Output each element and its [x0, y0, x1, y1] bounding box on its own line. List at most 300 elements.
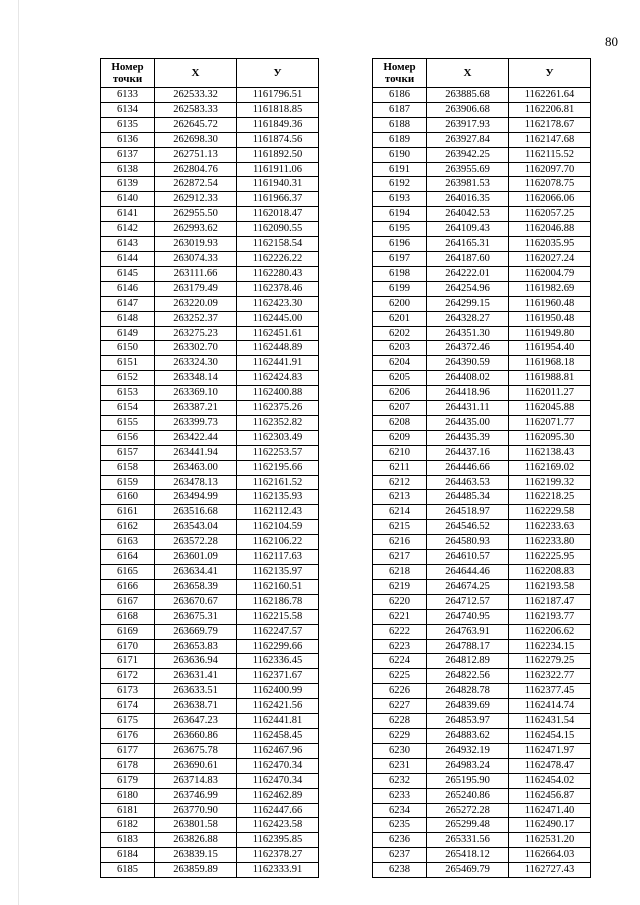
table-row: [373, 490, 591, 505]
cell-point-number: 6175: [101, 714, 155, 729]
cell-point-number: 6163: [101, 535, 155, 550]
cell-point-number: 6134: [101, 102, 155, 117]
table-row: [373, 192, 591, 207]
table-row: [373, 222, 591, 237]
header-point-number-line1: Номер: [111, 61, 144, 73]
table-row: [101, 386, 319, 401]
header-point-number-line2: точки: [112, 73, 143, 85]
cell-y: 1162441.81: [237, 714, 319, 729]
header-x: X: [155, 59, 237, 88]
cell-x: 262533.32: [155, 88, 237, 103]
cell-y: 1162046.88: [509, 222, 591, 237]
table-row: [373, 296, 591, 311]
cell-point-number: 6221: [373, 609, 427, 624]
cell-y: 1162454.02: [509, 773, 591, 788]
cell-y: 1162727.43: [509, 863, 591, 878]
cell-x: 263746.99: [155, 788, 237, 803]
cell-point-number: 6148: [101, 311, 155, 326]
cell-point-number: 6185: [101, 863, 155, 878]
cell-y: 1161849.36: [237, 117, 319, 132]
cell-point-number: 6197: [373, 251, 427, 266]
cell-point-number: 6150: [101, 341, 155, 356]
table-row: [373, 743, 591, 758]
cell-y: 1162112.43: [237, 505, 319, 520]
cell-y: 1162206.81: [509, 102, 591, 117]
cell-y: 1161818.85: [237, 102, 319, 117]
cell-x: 262583.33: [155, 102, 237, 117]
table-row: [373, 863, 591, 878]
cell-y: 1162045.88: [509, 401, 591, 416]
cell-point-number: 6237: [373, 848, 427, 863]
cell-point-number: 6188: [373, 117, 427, 132]
cell-point-number: 6158: [101, 460, 155, 475]
cell-y: 1162115.52: [509, 147, 591, 162]
cell-x: 263220.09: [155, 296, 237, 311]
cell-y: 1162104.59: [237, 520, 319, 535]
cell-y: 1162247.57: [237, 624, 319, 639]
cell-y: 1161911.06: [237, 162, 319, 177]
cell-x: 264418.96: [427, 386, 509, 401]
table-row: [101, 341, 319, 356]
cell-x: 263601.09: [155, 550, 237, 565]
cell-x: 264788.17: [427, 639, 509, 654]
table-row: [101, 490, 319, 505]
cell-point-number: 6168: [101, 609, 155, 624]
cell-x: 264222.01: [427, 266, 509, 281]
cell-point-number: 6230: [373, 743, 427, 758]
cell-point-number: 6199: [373, 281, 427, 296]
table-row: [373, 162, 591, 177]
cell-x: 263399.73: [155, 415, 237, 430]
table-row: [373, 460, 591, 475]
cell-x: 263647.23: [155, 714, 237, 729]
cell-point-number: 6169: [101, 624, 155, 639]
cell-point-number: 6161: [101, 505, 155, 520]
table-row: [101, 773, 319, 788]
table-row: [101, 117, 319, 132]
cell-x: 265418.12: [427, 848, 509, 863]
table-row: [101, 475, 319, 490]
cell-x: 263478.13: [155, 475, 237, 490]
cell-y: 1162395.85: [237, 833, 319, 848]
table-row: [101, 520, 319, 535]
cell-point-number: 6160: [101, 490, 155, 505]
cell-point-number: 6189: [373, 132, 427, 147]
table-row: [101, 654, 319, 669]
cell-x: 263324.30: [155, 356, 237, 371]
cell-x: 264446.66: [427, 460, 509, 475]
cell-x: 263826.88: [155, 833, 237, 848]
cell-y: 1162375.26: [237, 401, 319, 416]
cell-x: 263631.41: [155, 669, 237, 684]
cell-x: 263981.53: [427, 177, 509, 192]
table-row: [373, 520, 591, 535]
table-row: [373, 177, 591, 192]
table-row: [101, 326, 319, 341]
cell-y: 1162186.78: [237, 594, 319, 609]
cell-x: 263801.58: [155, 818, 237, 833]
cell-x: 264390.59: [427, 356, 509, 371]
cell-point-number: 6149: [101, 326, 155, 341]
cell-point-number: 6170: [101, 639, 155, 654]
cell-x: 263675.78: [155, 743, 237, 758]
cell-y: 1162095.30: [509, 430, 591, 445]
table-row: [373, 788, 591, 803]
cell-point-number: 6166: [101, 579, 155, 594]
cell-point-number: 6182: [101, 818, 155, 833]
table-row: [101, 609, 319, 624]
table-row: [101, 803, 319, 818]
cell-point-number: 6218: [373, 565, 427, 580]
cell-x: 264674.25: [427, 579, 509, 594]
cell-y: 1162004.79: [509, 266, 591, 281]
cell-y: 1162158.54: [237, 237, 319, 252]
table-row: [373, 818, 591, 833]
cell-point-number: 6183: [101, 833, 155, 848]
cell-point-number: 6138: [101, 162, 155, 177]
cell-y: 1162233.63: [509, 520, 591, 535]
cell-y: 1162135.97: [237, 565, 319, 580]
cell-point-number: 6177: [101, 743, 155, 758]
cell-point-number: 6192: [373, 177, 427, 192]
table-row: [101, 624, 319, 639]
cell-y: 1162414.74: [509, 699, 591, 714]
cell-point-number: 6193: [373, 192, 427, 207]
table-row: [101, 833, 319, 848]
cell-x: 264932.19: [427, 743, 509, 758]
cell-y: 1162071.77: [509, 415, 591, 430]
cell-x: 264580.93: [427, 535, 509, 550]
cell-point-number: 6151: [101, 356, 155, 371]
cell-x: 263074.33: [155, 251, 237, 266]
cell-point-number: 6201: [373, 311, 427, 326]
cell-x: 263885.68: [427, 88, 509, 103]
table-row: [101, 863, 319, 878]
cell-x: 263675.31: [155, 609, 237, 624]
cell-x: 264328.27: [427, 311, 509, 326]
cell-x: 265195.90: [427, 773, 509, 788]
cell-point-number: 6224: [373, 654, 427, 669]
cell-y: 1162106.22: [237, 535, 319, 550]
cell-x: 264883.62: [427, 728, 509, 743]
cell-x: 262955.50: [155, 207, 237, 222]
table-row: [101, 848, 319, 863]
cell-y: 1162336.45: [237, 654, 319, 669]
cell-y: 1162011.27: [509, 386, 591, 401]
cell-point-number: 6214: [373, 505, 427, 520]
cell-x: 265272.28: [427, 803, 509, 818]
cell-point-number: 6217: [373, 550, 427, 565]
cell-x: 264740.95: [427, 609, 509, 624]
cell-point-number: 6152: [101, 371, 155, 386]
cell-point-number: 6171: [101, 654, 155, 669]
cell-y: 1162451.61: [237, 326, 319, 341]
table-row: [101, 818, 319, 833]
table-row: [101, 684, 319, 699]
cell-point-number: 6209: [373, 430, 427, 445]
cell-y: 1162423.58: [237, 818, 319, 833]
cell-x: 264187.60: [427, 251, 509, 266]
cell-point-number: 6208: [373, 415, 427, 430]
cell-x: 263463.00: [155, 460, 237, 475]
header-x: X: [427, 59, 509, 88]
cell-point-number: 6200: [373, 296, 427, 311]
coordinates-table-right: [372, 58, 591, 878]
cell-point-number: 6234: [373, 803, 427, 818]
cell-point-number: 6210: [373, 445, 427, 460]
cell-point-number: 6141: [101, 207, 155, 222]
cell-x: 264431.11: [427, 401, 509, 416]
cell-point-number: 6144: [101, 251, 155, 266]
table-row: [101, 460, 319, 475]
cell-y: 1162169.02: [509, 460, 591, 475]
cell-point-number: 6194: [373, 207, 427, 222]
cell-x: 263387.21: [155, 401, 237, 416]
cell-y: 1162199.32: [509, 475, 591, 490]
cell-x: 263633.51: [155, 684, 237, 699]
cell-point-number: 6178: [101, 758, 155, 773]
table-row: [373, 341, 591, 356]
cell-y: 1161988.81: [509, 371, 591, 386]
cell-y: 1162234.15: [509, 639, 591, 654]
cell-y: 1162490.17: [509, 818, 591, 833]
cell-y: 1161982.69: [509, 281, 591, 296]
cell-point-number: 6205: [373, 371, 427, 386]
table-row: [373, 237, 591, 252]
cell-x: 264016.35: [427, 192, 509, 207]
table-row: [101, 266, 319, 281]
cell-point-number: 6133: [101, 88, 155, 103]
table-row: [101, 550, 319, 565]
cell-point-number: 6206: [373, 386, 427, 401]
table-row: [101, 594, 319, 609]
table-row: [373, 579, 591, 594]
table-row: [101, 728, 319, 743]
cell-x: 264839.69: [427, 699, 509, 714]
cell-point-number: 6135: [101, 117, 155, 132]
table-row: [373, 147, 591, 162]
cell-point-number: 6223: [373, 639, 427, 654]
cell-y: 1162208.83: [509, 565, 591, 580]
cell-x: 264254.96: [427, 281, 509, 296]
table-row: [373, 207, 591, 222]
table-row: [373, 565, 591, 580]
cell-y: 1162233.80: [509, 535, 591, 550]
cell-x: 264763.91: [427, 624, 509, 639]
table-row: [101, 579, 319, 594]
cell-y: 1162333.91: [237, 863, 319, 878]
cell-x: 262698.30: [155, 132, 237, 147]
table-row: [373, 326, 591, 341]
table-row: [373, 535, 591, 550]
cell-x: 264109.43: [427, 222, 509, 237]
cell-y: 1162193.58: [509, 579, 591, 594]
table-row: [101, 371, 319, 386]
cell-point-number: 6139: [101, 177, 155, 192]
cell-x: 263653.83: [155, 639, 237, 654]
cell-y: 1162279.25: [509, 654, 591, 669]
table-row: [373, 833, 591, 848]
table-row: [373, 311, 591, 326]
cell-y: 1162225.95: [509, 550, 591, 565]
cell-y: 1162206.62: [509, 624, 591, 639]
cell-point-number: 6153: [101, 386, 155, 401]
table-row: [101, 639, 319, 654]
cell-point-number: 6146: [101, 281, 155, 296]
cell-y: 1161954.40: [509, 341, 591, 356]
cell-x: 263942.25: [427, 147, 509, 162]
cell-y: 1162138.43: [509, 445, 591, 460]
cell-x: 264644.46: [427, 565, 509, 580]
cell-x: 263859.89: [155, 863, 237, 878]
cell-point-number: 6236: [373, 833, 427, 848]
cell-x: 263019.93: [155, 237, 237, 252]
cell-y: 1162448.89: [237, 341, 319, 356]
table-row: [373, 371, 591, 386]
cell-y: 1161949.80: [509, 326, 591, 341]
cell-point-number: 6174: [101, 699, 155, 714]
cell-y: 1162193.77: [509, 609, 591, 624]
cell-y: 1162135.93: [237, 490, 319, 505]
cell-point-number: 6232: [373, 773, 427, 788]
cell-point-number: 6196: [373, 237, 427, 252]
table-row: [101, 356, 319, 371]
cell-point-number: 6212: [373, 475, 427, 490]
cell-x: 263516.68: [155, 505, 237, 520]
cell-x: 263927.84: [427, 132, 509, 147]
cell-x: 263670.67: [155, 594, 237, 609]
table-row: [373, 758, 591, 773]
cell-x: 263638.71: [155, 699, 237, 714]
cell-y: 1162400.99: [237, 684, 319, 699]
cell-x: 263636.94: [155, 654, 237, 669]
cell-y: 1162187.47: [509, 594, 591, 609]
table-row: [101, 505, 319, 520]
cell-y: 1162400.88: [237, 386, 319, 401]
scan-edge-line: [18, 0, 19, 905]
cell-x: 264165.31: [427, 237, 509, 252]
cell-y: 1162018.47: [237, 207, 319, 222]
cell-point-number: 6154: [101, 401, 155, 416]
cell-point-number: 6136: [101, 132, 155, 147]
table-row: [101, 788, 319, 803]
cell-y: 1161796.51: [237, 88, 319, 103]
cell-y: 1162178.67: [509, 117, 591, 132]
cell-point-number: 6207: [373, 401, 427, 416]
cell-point-number: 6225: [373, 669, 427, 684]
table-row: [101, 311, 319, 326]
cell-point-number: 6147: [101, 296, 155, 311]
cell-x: 263669.79: [155, 624, 237, 639]
cell-x: 263917.93: [427, 117, 509, 132]
cell-point-number: 6137: [101, 147, 155, 162]
cell-x: 263770.90: [155, 803, 237, 818]
cell-y: 1162218.25: [509, 490, 591, 505]
table-row: [373, 251, 591, 266]
cell-y: 1162322.77: [509, 669, 591, 684]
cell-x: 263302.70: [155, 341, 237, 356]
cell-point-number: 6231: [373, 758, 427, 773]
cell-point-number: 6219: [373, 579, 427, 594]
cell-point-number: 6187: [373, 102, 427, 117]
cell-y: 1162078.75: [509, 177, 591, 192]
cell-point-number: 6228: [373, 714, 427, 729]
cell-x: 265331.56: [427, 833, 509, 848]
cell-y: 1161892.50: [237, 147, 319, 162]
table-row: [373, 609, 591, 624]
table-row: [101, 281, 319, 296]
cell-point-number: 6233: [373, 788, 427, 803]
cell-y: 1162215.58: [237, 609, 319, 624]
cell-y: 1162531.20: [509, 833, 591, 848]
table-row: [101, 535, 319, 550]
table-row: [101, 758, 319, 773]
coordinates-table-left: [100, 58, 319, 878]
cell-point-number: 6142: [101, 222, 155, 237]
cell-point-number: 6195: [373, 222, 427, 237]
cell-y: 1162229.58: [509, 505, 591, 520]
cell-y: 1162467.96: [237, 743, 319, 758]
cell-y: 1162371.67: [237, 669, 319, 684]
cell-x: 263252.37: [155, 311, 237, 326]
table-row: [373, 430, 591, 445]
header-point-number: [373, 59, 427, 88]
cell-point-number: 6167: [101, 594, 155, 609]
table-row: [373, 266, 591, 281]
cell-y: 1162377.45: [509, 684, 591, 699]
table-row: [373, 356, 591, 371]
cell-point-number: 6145: [101, 266, 155, 281]
cell-point-number: 6222: [373, 624, 427, 639]
table-row: [373, 669, 591, 684]
cell-y: 1161950.48: [509, 311, 591, 326]
cell-y: 1162441.91: [237, 356, 319, 371]
table-row: [373, 132, 591, 147]
cell-y: 1162431.54: [509, 714, 591, 729]
cell-x: 263690.61: [155, 758, 237, 773]
cell-y: 1162421.56: [237, 699, 319, 714]
cell-point-number: 6220: [373, 594, 427, 609]
table-row: [373, 624, 591, 639]
table-row: [373, 848, 591, 863]
table-row: [373, 102, 591, 117]
cell-y: 1162226.22: [237, 251, 319, 266]
table-row: [101, 88, 319, 103]
table-row: [101, 401, 319, 416]
cell-y: 1162424.83: [237, 371, 319, 386]
cell-point-number: 6162: [101, 520, 155, 535]
cell-point-number: 6164: [101, 550, 155, 565]
cell-x: 264435.39: [427, 430, 509, 445]
table-header-row: [373, 59, 591, 88]
table-row: [101, 192, 319, 207]
cell-point-number: 6157: [101, 445, 155, 460]
cell-point-number: 6176: [101, 728, 155, 743]
cell-x: 262751.13: [155, 147, 237, 162]
cell-x: 264828.78: [427, 684, 509, 699]
cell-x: 264299.15: [427, 296, 509, 311]
cell-point-number: 6227: [373, 699, 427, 714]
cell-point-number: 6156: [101, 430, 155, 445]
table-row: [373, 714, 591, 729]
table-row: [373, 594, 591, 609]
cell-point-number: 6180: [101, 788, 155, 803]
cell-y: 1162280.43: [237, 266, 319, 281]
table-row: [373, 654, 591, 669]
cell-y: 1162456.87: [509, 788, 591, 803]
table-row: [373, 117, 591, 132]
cell-point-number: 6229: [373, 728, 427, 743]
